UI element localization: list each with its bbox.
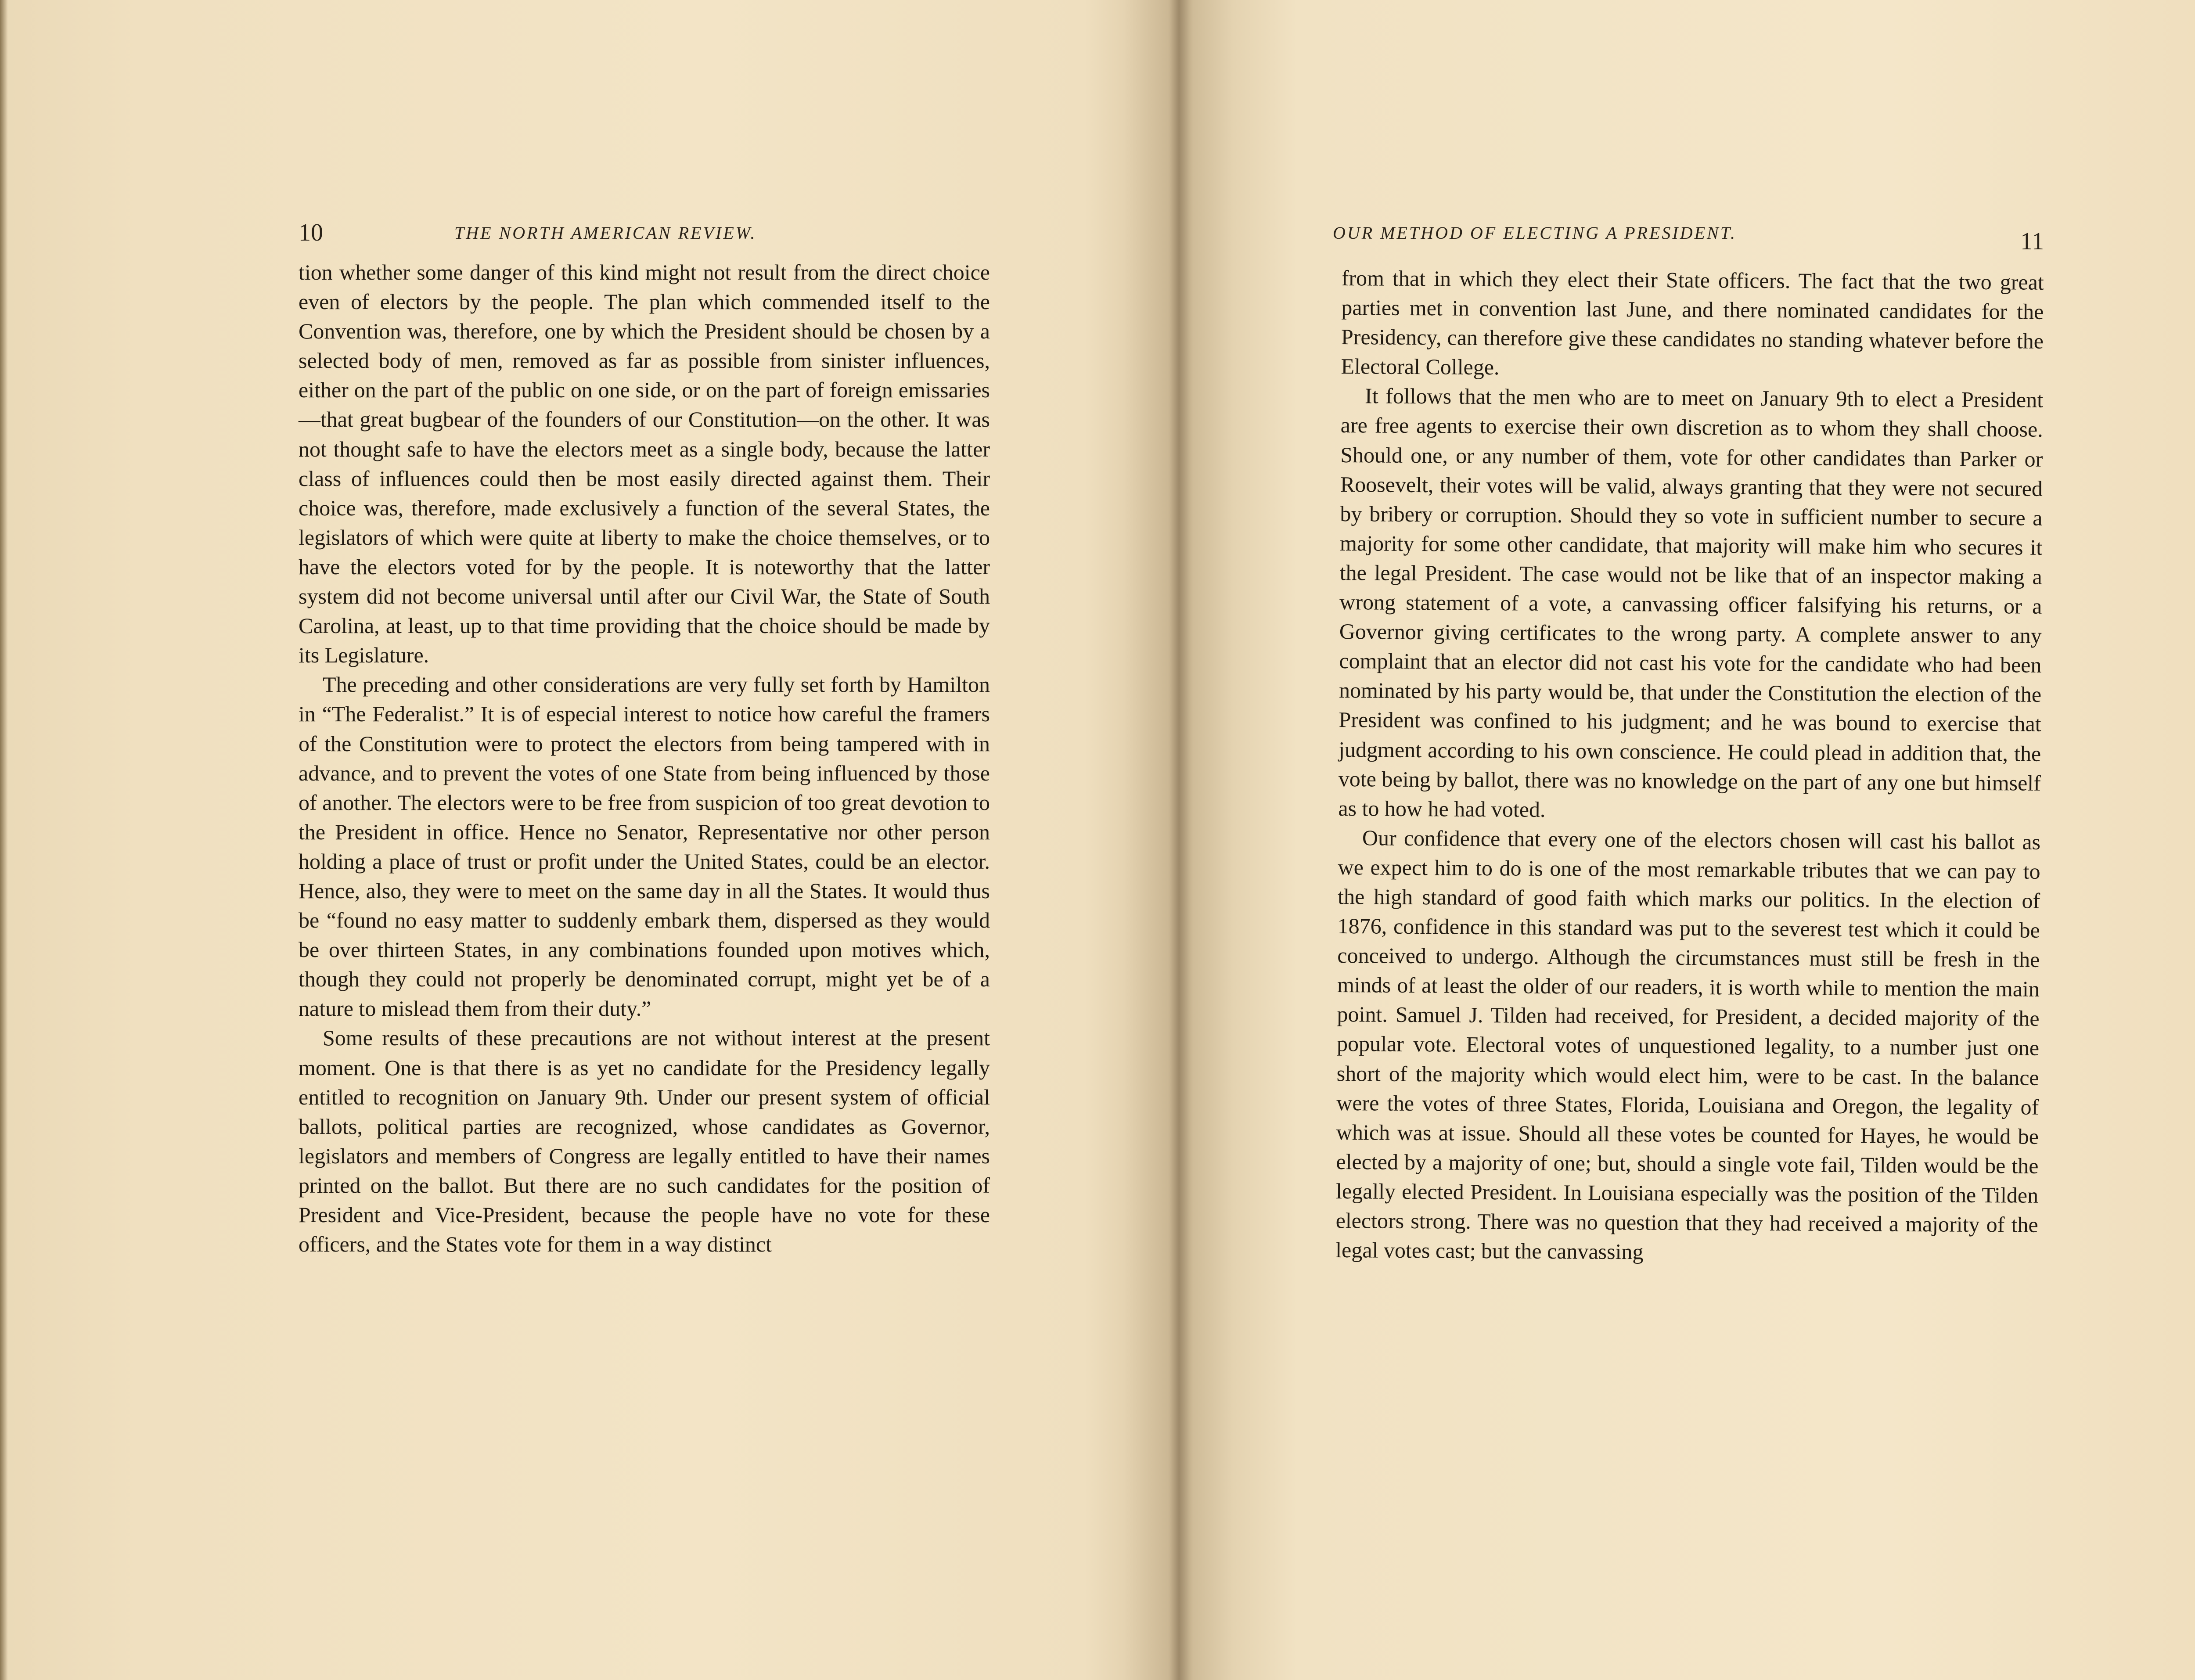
right-page — [1179, 0, 2195, 1680]
paragraph: from that in which they elect their State officers. The fact that the two great parties met in convention last June, and there nominated candidates for the Presidency, can therefore give these candidates no standing whatever before the Electoral College. — [1341, 265, 2044, 380]
paragraph: Our confidence that every one of the electors chosen will cast his ballot as we expect him to do is one of the most remarkable tributes that we can pay to the high standard of good faith which marks our politics. In the election of 1876, confidence in this standard was put to the severest test which it could be conceived to undergo. Although the circumstances must still be fresh in the minds of at least the older of our readers, it is worth while to mention the main point. Samuel J. Tilden had received, for President, a decided majority of the popular vote. Electoral votes of unquestioned legality, to a number just one short of the majority which would elect him, were to be cast. In the balance were the votes of three States, Florida, Louisiana and Oregon, the legality of which was at issue. Should all these votes be counted for Hayes, he would be elected by a majority of one; but, should a single vote fail, Tilden would be the legally elected President. In Louisiana especially was the position of the Tilden electors strong. There was no question that they had received a majority of the legal votes cast; but the canvassing — [1335, 825, 2041, 1264]
paragraph: Some results of these precautions are not without interest at the present moment. One is that there is as yet no candidate for the Presidency legally entitled to recognition on January 9th. Under our present system of official ballots, political parties are recognized, whose candidates as Governor, legislators and members of Congress are legally entitled to have their names printed on the ballot. But there are no such candidates for the position of President and Vice-President, because the people have no vote for these officers, and the States vote for them in a way distinct — [299, 1025, 990, 1257]
left-page-body — [299, 258, 990, 1259]
running-title: OUR METHOD OF ELECTING A PRESIDENT. — [1333, 223, 1737, 243]
left-page-header — [299, 217, 990, 248]
paragraph: The preceding and other considerations are very fully set forth by Hamilton in “The Federalist.” It is of especial interest to notice how careful the framers of the Constitution were to protect the electors from being tampered with in advance, and to prevent the votes of one State from being influenced by those of another. The electors were to be free from suspicion of too great devotion to the President in office. Hence no Senator, Representative nor other person holding a place of trust or profit under the United States, could be an elector. Hence, also, they were to meet on the same day in all the States. It would thus be “found no easy matter to suddenly embark them, dispersed as they would be over thirteen States, in any combinations founded upon motives which, though they could not properly be denominated corrupt, might yet be of a nature to mislead them from their duty.” — [299, 672, 990, 1021]
page-number: 10 — [299, 219, 323, 246]
page-number: 11 — [2020, 228, 2044, 255]
right-page-body — [1335, 263, 2044, 1269]
paragraph: It follows that the men who are to meet on January 9th to elect a President are free agents to exercise their own discretion as to whom they shall choose. Should one, or any number of them, vote for other candidates than Parker or Roosevelt, their votes will be valid, always granting that they were not secured by bribery or corruption. Should they so vote in sufficient number to secure a majority for some other candidate, that majority will make him who secures it the legal President. The case would not be like that of an inspector making a wrong statement of a vote, a canvassing officer falsifying his returns, or a Governor giving certificates to the wrong party. A complete answer to any complaint that an elector did not cast his vote for the candidate who had been nominated by his party would be, that under the Constitution the election of the President was confined to his judgment; and he was bound to exercise that judgment according to his own conscience. He could plead in addition that, the vote being by ballot, there was no knowledge on the part of any one but himself as to how he had voted. — [1338, 383, 2044, 822]
running-title: THE NORTH AMERICAN REVIEW. — [454, 223, 757, 243]
paragraph: tion whether some danger of this kind might not result from the direct choice even of electors by the people. The plan which commended itself to the Convention was, therefore, one by which the President should be chosen by a selected body of men, removed as far as possible from sinister influences, either on the part of the public on one side, or on the part of foreign emissaries—that great bugbear of the founders of our Constitution—on the other. It was not thought safe to have the electors meet as a single body, because the latter class of influences could then be most easily directed against them. Their choice was, therefore, made exclusively a function of the several States, the legislators of which were quite at liberty to make the choice themselves, or to have the electors voted for by the people. It is noteworthy that the latter system did not become universal until after our Civil War, the State of South Carolina, at least, up to that time providing that the choice should be made by its Legislature. — [299, 260, 990, 668]
right-page-header — [1333, 217, 2044, 255]
